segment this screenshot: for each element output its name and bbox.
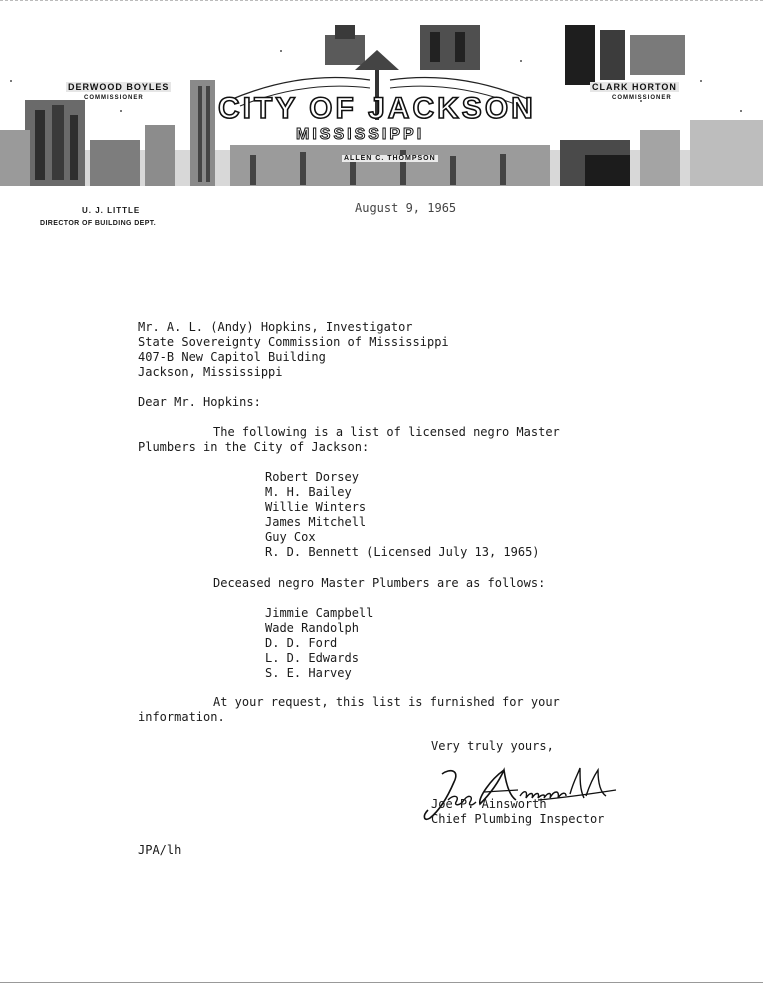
page-bottom-edge [0, 982, 763, 983]
recipient-line: 407-B New Capitol Building [138, 350, 326, 364]
deceased-plumber-item: L. D. Edwards [265, 651, 359, 665]
letter-date: August 9, 1965 [355, 201, 457, 215]
commissioner-left-title: COMMISSIONER [84, 95, 144, 101]
deceased-plumber-item: Wade Randolph [265, 621, 359, 635]
signer-title: Chief Plumbing Inspector [431, 812, 605, 826]
state-name-heading: MISSISSIPPI [296, 126, 425, 143]
recipient-line: Jackson, Mississippi [138, 365, 283, 379]
mayor-name: ALLEN C. THOMPSON [344, 155, 436, 162]
reference-initials: JPA/lh [138, 843, 182, 857]
signer-name: Joe P. Ainsworth [431, 797, 547, 811]
deceased-plumber-item: D. D. Ford [265, 636, 338, 650]
licensed-plumber-item: Robert Dorsey [265, 470, 359, 484]
deceased-plumber-item: Jimmie Campbell [265, 606, 374, 620]
page-top-edge [0, 0, 763, 1]
deceased-heading: Deceased negro Master Plumbers are as follows: [213, 576, 546, 590]
licensed-plumber-item: M. H. Bailey [265, 485, 352, 499]
licensed-plumber-item: Willie Winters [265, 500, 367, 514]
city-name-heading: CITY OF JACKSON [218, 92, 536, 125]
director-name: U. J. LITTLE [82, 206, 141, 215]
deceased-plumber-item: S. E. Harvey [265, 666, 352, 680]
licensed-plumber-item: James Mitchell [265, 515, 367, 529]
commissioner-right-name: CLARK HORTON [592, 82, 677, 92]
intro-paragraph-line: Plumbers in the City of Jackson: [138, 440, 370, 454]
licensed-plumber-item: Guy Cox [265, 530, 316, 544]
licensed-plumber-item: R. D. Bennett (Licensed July 13, 1965) [265, 545, 540, 559]
commissioner-right-title: COMMISSIONER [612, 95, 672, 101]
closing-paragraph-line: At your request, this list is furnished for your [213, 695, 560, 709]
salutation: Dear Mr. Hopkins: [138, 395, 261, 409]
closing-paragraph-line: information. [138, 710, 225, 724]
recipient-line: Mr. A. L. (Andy) Hopkins, Investigator [138, 320, 413, 334]
commissioner-left-name: DERWOOD BOYLES [68, 82, 170, 92]
letterhead [0, 20, 763, 192]
complimentary-close: Very truly yours, [431, 739, 554, 753]
recipient-line: State Sovereignty Commission of Mississippi [138, 335, 449, 349]
intro-paragraph-line: The following is a list of licensed negro Master [213, 425, 560, 439]
director-title: DIRECTOR OF BUILDING DEPT. [40, 220, 157, 227]
